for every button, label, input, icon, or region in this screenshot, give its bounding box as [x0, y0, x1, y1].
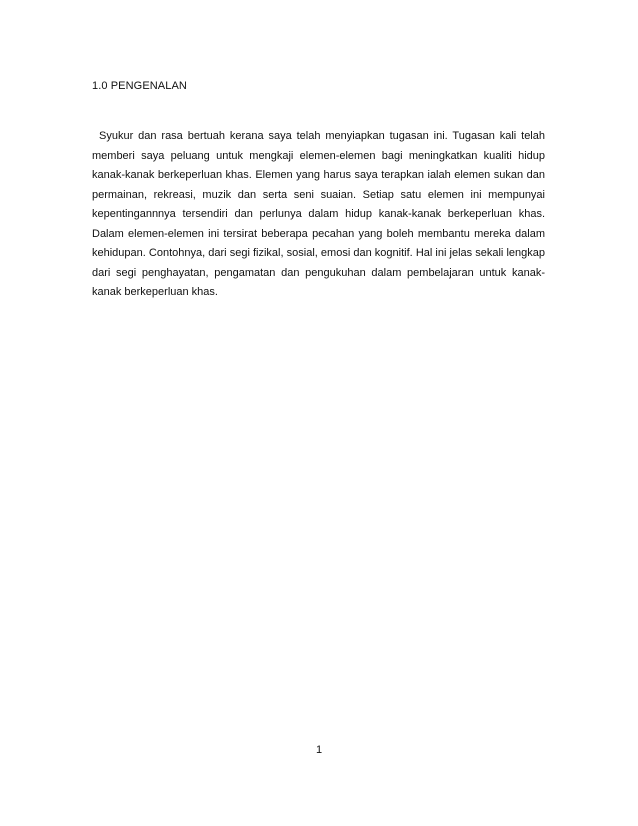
- page-number: 1: [315, 744, 323, 756]
- introduction-paragraph: Syukur dan rasa bertuah kerana saya telah menyiapkan tugasan ini. Tugasan kali telah memberi saya peluang untuk mengkaji elemen-elemen bagi meningkatkan kualiti hidup kanak-kanak berkeperluan khas. Elemen yang harus saya terapkan ialah elemen sukan dan permainan, rekreasi, muzik dan serta seni suaian. Setiap satu elemen ini mempunyai kepentingannnya tersendiri dan perlunya dalam hidup kanak-kanak berkeperluan khas. Dalam elemen-elemen ini tersirat beberapa pecahan yang boleh membantu mereka dalam kehidupan. Contohnya, dari segi fizikal, sosial, emosi dan kognitif. Hal ini jelas sekali lengkap dari segi penghayatan, pengamatan dan pengukuhan dalam pembelajaran untuk kanak-kanak berkeperluan khas.: [92, 130, 545, 298]
- section-heading: 1.0 PENGENALAN: [92, 80, 187, 92]
